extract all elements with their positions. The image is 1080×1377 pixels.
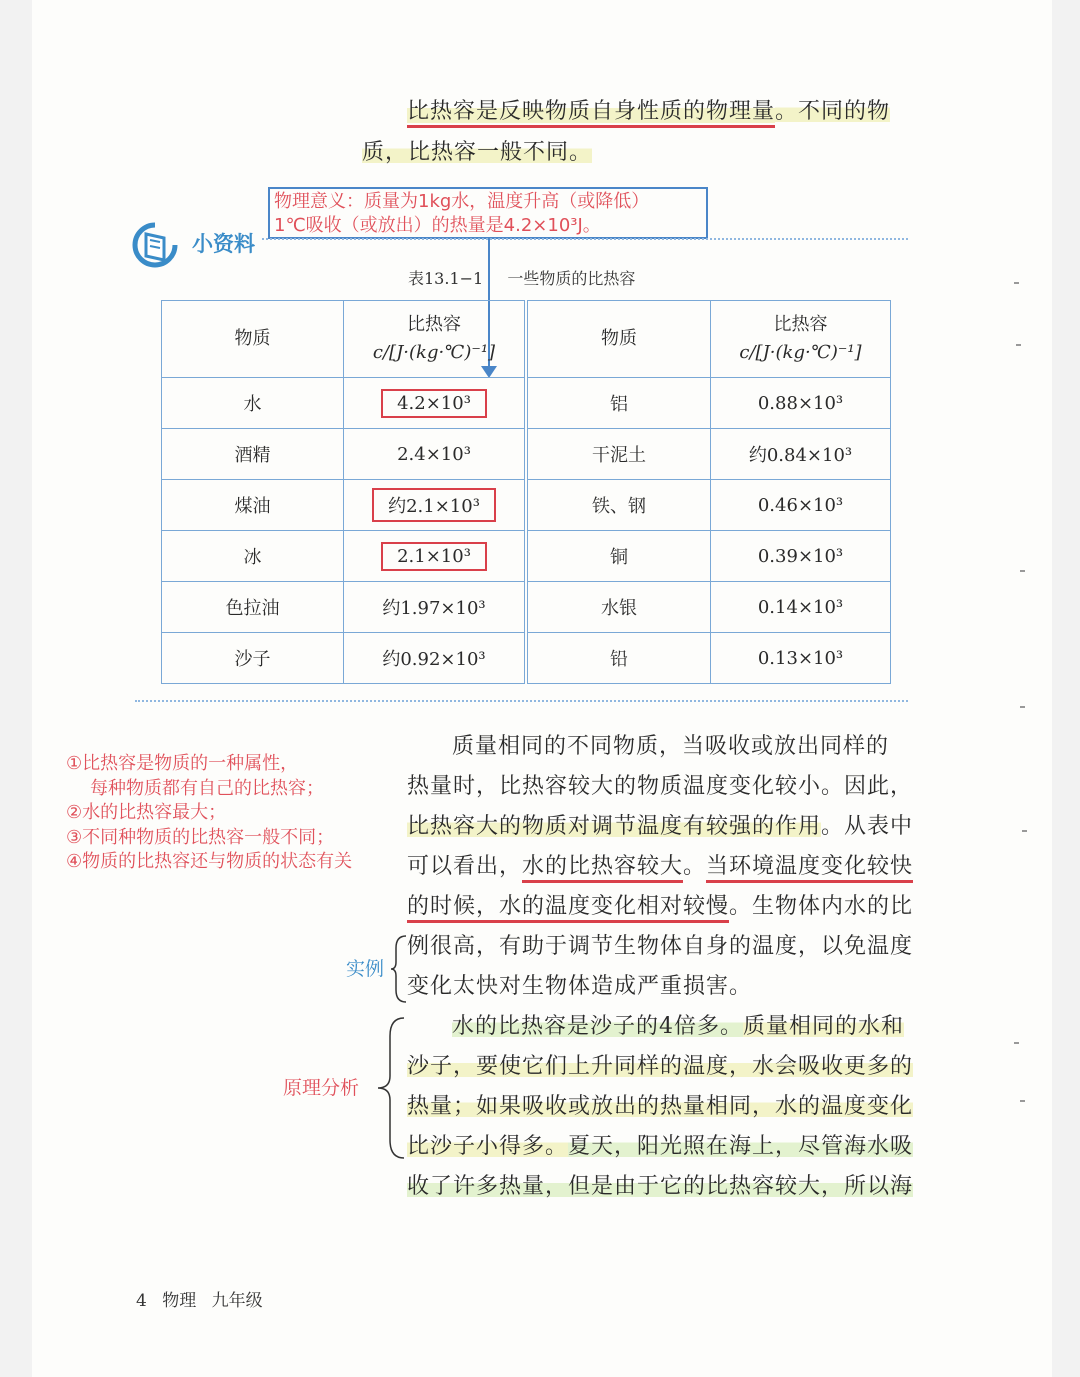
side-note-1: ①比热容是物质的一种属性， — [66, 753, 299, 774]
subject: 物理 — [162, 1291, 197, 1311]
body-line-2 — [407, 767, 913, 807]
table-row — [162, 531, 891, 582]
header-substance-right: 物质 — [526, 301, 711, 378]
body-text: 沙子，要使它们上升同样的温度，水会吸收更多的 — [407, 1054, 914, 1079]
cell-value: 0.46×10³ — [711, 480, 891, 531]
body-text: 质量相同的不同物质，当吸收或放出同样的 — [452, 734, 890, 759]
margin-tick — [1022, 830, 1027, 832]
margin-tick — [1014, 1042, 1019, 1044]
body-line-12 — [407, 1167, 913, 1207]
note-line-2: 1℃吸收（或放出）的热量是4.2×10³J。 — [274, 215, 601, 236]
boxed-value: 4.2×10³ — [381, 389, 487, 418]
table-row — [162, 480, 891, 531]
example-label: 实例 — [346, 958, 385, 980]
cell-substance: 水 — [162, 378, 344, 429]
cell-substance: 色拉油 — [162, 582, 344, 633]
body-text: 的时候，水的温度变化相对较慢 — [407, 894, 729, 923]
table-caption — [408, 266, 635, 289]
cell-substance: 铜 — [526, 531, 711, 582]
margin-tick — [1020, 706, 1025, 708]
body-line-9 — [407, 1047, 913, 1087]
body-text: 热量时，比热容较大的物质温度变化较小。因此， — [407, 774, 914, 799]
cell-value: 0.88×10³ — [711, 378, 891, 429]
table-row — [162, 633, 891, 684]
analysis-label: 原理分析 — [283, 1077, 360, 1099]
cell-value — [344, 480, 527, 531]
body-text: 可以看出， — [407, 854, 523, 879]
side-notes — [66, 752, 352, 875]
specific-heat-table — [161, 300, 891, 684]
body-text: 。 — [683, 854, 707, 879]
resource-divider-top — [262, 238, 908, 240]
body-line-5 — [407, 887, 913, 927]
cell-value: 约0.92×10³ — [344, 633, 527, 684]
body-line-10 — [407, 1087, 913, 1127]
margin-tick — [1016, 344, 1021, 346]
intro-line-2 — [362, 133, 592, 173]
resource-book-icon — [130, 220, 180, 270]
cell-substance: 干泥土 — [526, 429, 711, 480]
header-c-left — [344, 301, 527, 378]
body-text: 水的比热容较大 — [522, 854, 683, 883]
cell-value — [344, 531, 527, 582]
body-text: 变化太快对生物体造成严重损害。 — [407, 974, 753, 999]
header-c-right-title: 比热容 — [773, 314, 828, 335]
body-line-6 — [407, 927, 913, 967]
body-text: 比沙子小得多。 — [407, 1134, 569, 1159]
table-row — [162, 582, 891, 633]
body-text: 。生物体内水的比 — [729, 894, 914, 919]
cell-value: 约1.97×10³ — [344, 582, 527, 633]
body-line-1 — [452, 727, 889, 767]
header-c-right-unit: c/[J·(kg·℃)⁻¹] — [739, 342, 862, 363]
intro-rest: 。不同的物 — [775, 99, 891, 124]
header-substance-left: 物质 — [162, 301, 344, 378]
header-c-right — [711, 301, 891, 378]
side-note-3: ③不同种物质的比热容一般不同； — [66, 826, 335, 848]
cell-substance: 沙子 — [162, 633, 344, 684]
table-row — [162, 429, 891, 480]
side-note-2: ②水的比热容最大； — [66, 802, 227, 823]
body-text: 夏天，阳光照在海上，尽管海水吸 — [568, 1134, 914, 1159]
physical-meaning-note — [268, 187, 708, 239]
margin-tick — [1014, 282, 1019, 284]
intro-line-1 — [407, 92, 890, 132]
body-text: 。从表中 — [821, 814, 914, 839]
side-note-4: ④物质的比热容还与物质的状态有关 — [66, 851, 353, 872]
cell-value: 约0.84×10³ — [711, 429, 891, 480]
cell-substance: 水银 — [526, 582, 711, 633]
cell-substance: 铁、钢 — [526, 480, 711, 531]
body-text: 当环境温度变化较快 — [706, 854, 913, 883]
table-header-row — [162, 301, 891, 378]
table-number: 表13.1−1 — [408, 269, 484, 288]
body-line-8 — [452, 1007, 904, 1047]
body-text: 质量相同的水和 — [743, 1014, 905, 1039]
body-line-11 — [407, 1127, 913, 1167]
table-row — [162, 378, 891, 429]
cell-substance: 煤油 — [162, 480, 344, 531]
body-text: 例很高，有助于调节生物体自身的温度，以免温度 — [407, 934, 914, 959]
analysis-brace-icon — [376, 1016, 406, 1160]
cell-substance: 铝 — [526, 378, 711, 429]
body-text: 热量；如果吸收或放出的热量相同，水的温度变化 — [407, 1094, 914, 1119]
intro-line-2-text: 质，比热容一般不同。 — [362, 140, 593, 165]
page-footer — [136, 1286, 263, 1311]
note-line-1: 物理意义：质量为1kg水，温度升高（或降低） — [274, 191, 650, 212]
boxed-value: 约2.1×10³ — [372, 488, 496, 522]
resource-title: 小资料 — [192, 232, 255, 256]
cell-substance: 冰 — [162, 531, 344, 582]
side-note-1b: 每种物质都有自己的比热容； — [90, 777, 324, 799]
resource-divider-bottom — [135, 700, 908, 702]
table-title: 一些物质的比热容 — [507, 269, 636, 288]
boxed-value: 2.1×10³ — [381, 542, 487, 571]
cell-substance: 酒精 — [162, 429, 344, 480]
intro-underlined: 比热容是反映物质自身性质的物理量 — [407, 99, 775, 128]
body-line-3 — [407, 807, 913, 847]
cell-value: 0.13×10³ — [711, 633, 891, 684]
body-line-7 — [407, 967, 752, 1007]
page-number: 4 — [136, 1291, 147, 1311]
cell-value: 0.39×10³ — [711, 531, 891, 582]
cell-value: 0.14×10³ — [711, 582, 891, 633]
cell-substance: 铅 — [526, 633, 711, 684]
grade: 九年级 — [211, 1291, 263, 1311]
body-text: 收了许多热量，但是由于它的比热容较大，所以海 — [407, 1174, 914, 1199]
header-c-left-title: 比热容 — [407, 314, 461, 335]
body-line-4 — [407, 847, 913, 887]
margin-tick — [1020, 1100, 1025, 1102]
cell-value — [344, 378, 527, 429]
body-text: 水的比热容是沙子的4倍多。 — [452, 1014, 743, 1039]
body-text: 比热容大的物质对调节温度有较强的作用 — [407, 814, 822, 839]
margin-tick — [1020, 570, 1025, 572]
cell-value: 2.4×10³ — [344, 429, 527, 480]
example-brace-icon — [390, 934, 408, 1004]
header-c-left-unit: c/[J·(kg·℃)⁻¹] — [372, 342, 496, 363]
